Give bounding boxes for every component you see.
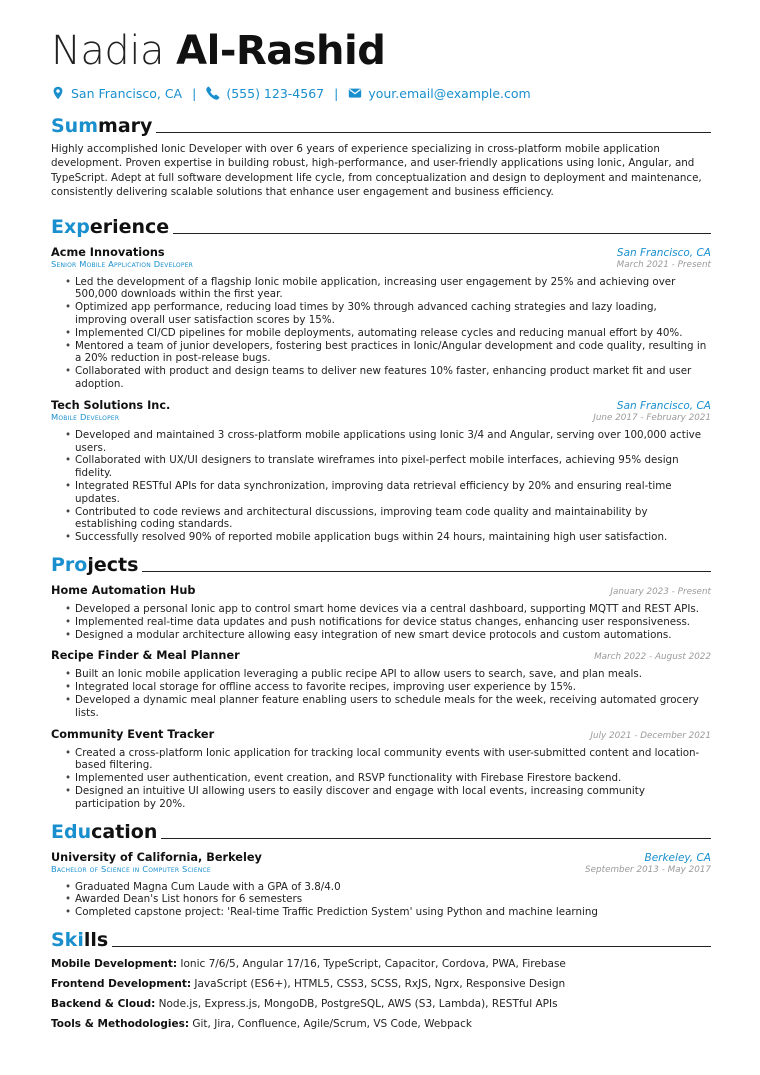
degree: Bachelor of Science in Computer Science bbox=[51, 863, 211, 874]
project-entry bbox=[51, 728, 711, 811]
contact-separator: | bbox=[334, 85, 339, 101]
section-title bbox=[51, 115, 152, 137]
experience-entry bbox=[51, 399, 711, 544]
skill-label: Mobile Development: bbox=[51, 957, 178, 970]
skill-value: Git, Jira, Confluence, Agile/Scrum, VS Code, Webpack bbox=[192, 1017, 472, 1030]
entry-location: Berkeley, CA bbox=[644, 851, 711, 864]
location-text: San Francisco, CA bbox=[71, 85, 183, 101]
entry-dates: March 2022 - August 2022 bbox=[594, 652, 711, 663]
section-title-rest: mary bbox=[98, 115, 153, 137]
bullet-item: • Mentored a team of junior developers, fostering best practices in Ionic/Angular development and code quality, resulting in a 20% reduction in post-release bugs. bbox=[75, 340, 711, 366]
education-entry bbox=[51, 851, 711, 919]
bullet-item: • Implemented CI/CD pipelines for mobile deployments, automating release cycles and reducing manual effort by 40%. bbox=[75, 327, 711, 340]
skill-value: Node.js, Express.js, MongoDB, PostgreSQL, AWS (S3, Lambda), RESTful APIs bbox=[158, 997, 558, 1010]
bullet-item: • Designed an intuitive UI allowing users to easily discover and engage with local events, increasing community participation by 20%. bbox=[75, 785, 711, 811]
phone-icon bbox=[206, 86, 220, 100]
bullet-item: • Implemented real-time data updates and push notifications for device status changes, enhancing user responsiveness. bbox=[75, 616, 711, 629]
bullet-item: • Collaborated with UX/UI designers to translate wireframes into pixel-perfect mobile interfaces, achieving 95% design fidelity. bbox=[75, 454, 711, 480]
entry-dates: September 2013 - May 2017 bbox=[585, 864, 711, 875]
section-title-rest: cation bbox=[91, 820, 158, 843]
skills-section-header bbox=[51, 927, 711, 951]
experience-entry bbox=[51, 246, 711, 391]
bullet-item: • Successfully resolved 90% of reported mobile application bugs within 24 hours, maintaining high user satisfaction. bbox=[75, 531, 711, 544]
bullet-item: • Implemented user authentication, event creation, and RSVP functionality with Firebase Firestore backend. bbox=[75, 772, 711, 785]
projects-section-header bbox=[51, 552, 711, 576]
education-section-header bbox=[51, 819, 711, 843]
section-rule bbox=[156, 132, 711, 133]
bullet-item: • Built an Ionic mobile application leveraging a public recipe API to allow users to search, save, and plan meals. bbox=[75, 668, 711, 681]
project-entry bbox=[51, 584, 711, 641]
project-name: Community Event Tracker bbox=[51, 727, 215, 741]
first-name: Nadia bbox=[51, 28, 164, 74]
skill-value: JavaScript (ES6+), HTML5, CSS3, SCSS, RxJS, Ngrx, Responsive Design bbox=[194, 977, 566, 990]
job-role: Mobile Developer bbox=[51, 411, 120, 422]
candidate-name bbox=[51, 28, 711, 74]
section-title-accent: Exp bbox=[51, 215, 90, 238]
bullet-list bbox=[51, 276, 711, 391]
bullet-item: • Awarded Dean's List honors for 6 semesters bbox=[75, 893, 711, 906]
bullet-item: • Graduated Magna Cum Laude with a GPA of 3.8/4.0 bbox=[75, 881, 711, 894]
school-name: University of California, Berkeley bbox=[51, 850, 262, 864]
section-title-accent: Pro bbox=[51, 553, 88, 576]
bullet-item: • Collaborated with product and design teams to deliver new features 10% faster, enhancing product market fit and user adoption. bbox=[75, 365, 711, 391]
skills-list bbox=[51, 957, 711, 1031]
job-role: Senior Mobile Application Developer bbox=[51, 258, 194, 269]
entry-dates: March 2021 - Present bbox=[616, 259, 711, 270]
bullet-list bbox=[51, 603, 711, 641]
last-name: Al-Rashid bbox=[176, 28, 386, 74]
section-rule bbox=[161, 838, 711, 839]
project-name: Home Automation Hub bbox=[51, 583, 196, 597]
section-title bbox=[51, 929, 108, 951]
bullet-item: • Led the development of a flagship Ionic mobile application, increasing user engagement by 25% and achieving over 500,000 downloads within the first year. bbox=[75, 276, 711, 302]
contact-bar bbox=[51, 84, 711, 102]
section-title-rest: erience bbox=[89, 215, 170, 238]
section-title bbox=[51, 554, 138, 576]
section-title-accent: Ski bbox=[51, 928, 84, 951]
summary-section-header bbox=[51, 113, 711, 137]
envelope-icon bbox=[348, 86, 362, 100]
contact-separator: | bbox=[192, 85, 197, 101]
bullet-item: • Completed capstone project: 'Real-time Traffic Prediction System' using Python and machine learning bbox=[75, 906, 711, 919]
skill-row bbox=[51, 997, 711, 1011]
bullet-item: • Integrated local storage for offline access to favorite recipes, improving user experience by 15%. bbox=[75, 681, 711, 694]
resume-page bbox=[51, 0, 711, 1031]
bullet-item: • Developed and maintained 3 cross-platform mobile applications using Ionic 3/4 and Angular, serving over 100,000 active users. bbox=[75, 429, 711, 455]
bullet-list bbox=[51, 668, 711, 719]
skill-row bbox=[51, 1017, 711, 1031]
contact-email[interactable] bbox=[348, 86, 530, 101]
bullet-item: • Contributed to code reviews and architectural discussions, improving team code quality and maintainability by establishing coding standards. bbox=[75, 506, 711, 532]
section-title-accent: Sum bbox=[51, 115, 99, 137]
bullet-list bbox=[51, 429, 711, 544]
bullet-item: • Optimized app performance, reducing load times by 30% through advanced caching strategies and lazy loading, improving overall user satisfaction scores by 15%. bbox=[75, 301, 711, 327]
skill-label: Frontend Development: bbox=[51, 977, 192, 990]
section-title-rest: jects bbox=[87, 553, 139, 576]
company-name: Acme Innovations bbox=[51, 245, 165, 259]
bullet-item: • Designed a modular architecture allowing easy integration of new smart device protocols and custom automations. bbox=[75, 629, 711, 642]
section-rule bbox=[112, 946, 711, 947]
section-rule bbox=[173, 233, 711, 234]
bullet-item: • Developed a dynamic meal planner feature enabling users to schedule meals for the week, receiving automated grocery lists. bbox=[75, 694, 711, 720]
bullet-item: • Created a cross-platform Ionic application for tracking local community events with user-submitted content and location-based filtering. bbox=[75, 747, 711, 773]
email-link: your.email@example.com bbox=[368, 85, 531, 101]
section-title bbox=[51, 216, 169, 238]
entry-dates: January 2023 - Present bbox=[610, 586, 711, 597]
company-name: Tech Solutions Inc. bbox=[51, 398, 171, 412]
bullet-item: • Developed a personal Ionic app to control smart home devices via a central dashboard, supporting MQTT and REST APIs. bbox=[75, 603, 711, 616]
skill-value: Ionic 7/6/5, Angular 17/16, TypeScript, Capacitor, Cordova, PWA, Firebase bbox=[180, 957, 566, 970]
section-title-rest: lls bbox=[83, 928, 109, 951]
project-name: Recipe Finder & Meal Planner bbox=[51, 649, 240, 663]
skill-label: Backend & Cloud: bbox=[51, 997, 156, 1010]
contact-location bbox=[51, 86, 182, 101]
project-entry bbox=[51, 649, 711, 719]
section-rule bbox=[142, 571, 711, 572]
skill-label: Tools & Methodologies: bbox=[51, 1017, 190, 1030]
entry-location: San Francisco, CA bbox=[616, 246, 711, 259]
entry-location: San Francisco, CA bbox=[616, 399, 711, 412]
contact-phone[interactable] bbox=[206, 86, 324, 101]
experience-section-header bbox=[51, 214, 711, 238]
entry-dates: July 2021 - December 2021 bbox=[590, 730, 711, 741]
section-title bbox=[51, 821, 157, 843]
entry-dates: June 2017 - February 2021 bbox=[593, 412, 711, 423]
summary-text: Highly accomplished Ionic Developer with over 6 years of experience specializing in cross-platform mobile application development. Proven expertise in building robust, high-performance, and user-friendly applications using Ionic, Angular, and TypeScript. Adept at full software development life cycle, from conceptualization and design to deployment and maintenance, consistently delivering scalable solutions that enhance user engagement and business efficiency. bbox=[51, 143, 702, 199]
bullet-list bbox=[51, 747, 711, 811]
skill-row bbox=[51, 957, 711, 971]
phone-text: (555) 123-4567 bbox=[226, 85, 325, 101]
bullet-item: • Integrated RESTful APIs for data synchronization, improving data retrieval efficiency by 20% and ensuring real-time updates. bbox=[75, 480, 711, 506]
map-pin-icon bbox=[51, 86, 65, 100]
skill-row bbox=[51, 977, 711, 991]
bullet-list bbox=[51, 881, 711, 919]
section-title-accent: Edu bbox=[51, 820, 92, 843]
